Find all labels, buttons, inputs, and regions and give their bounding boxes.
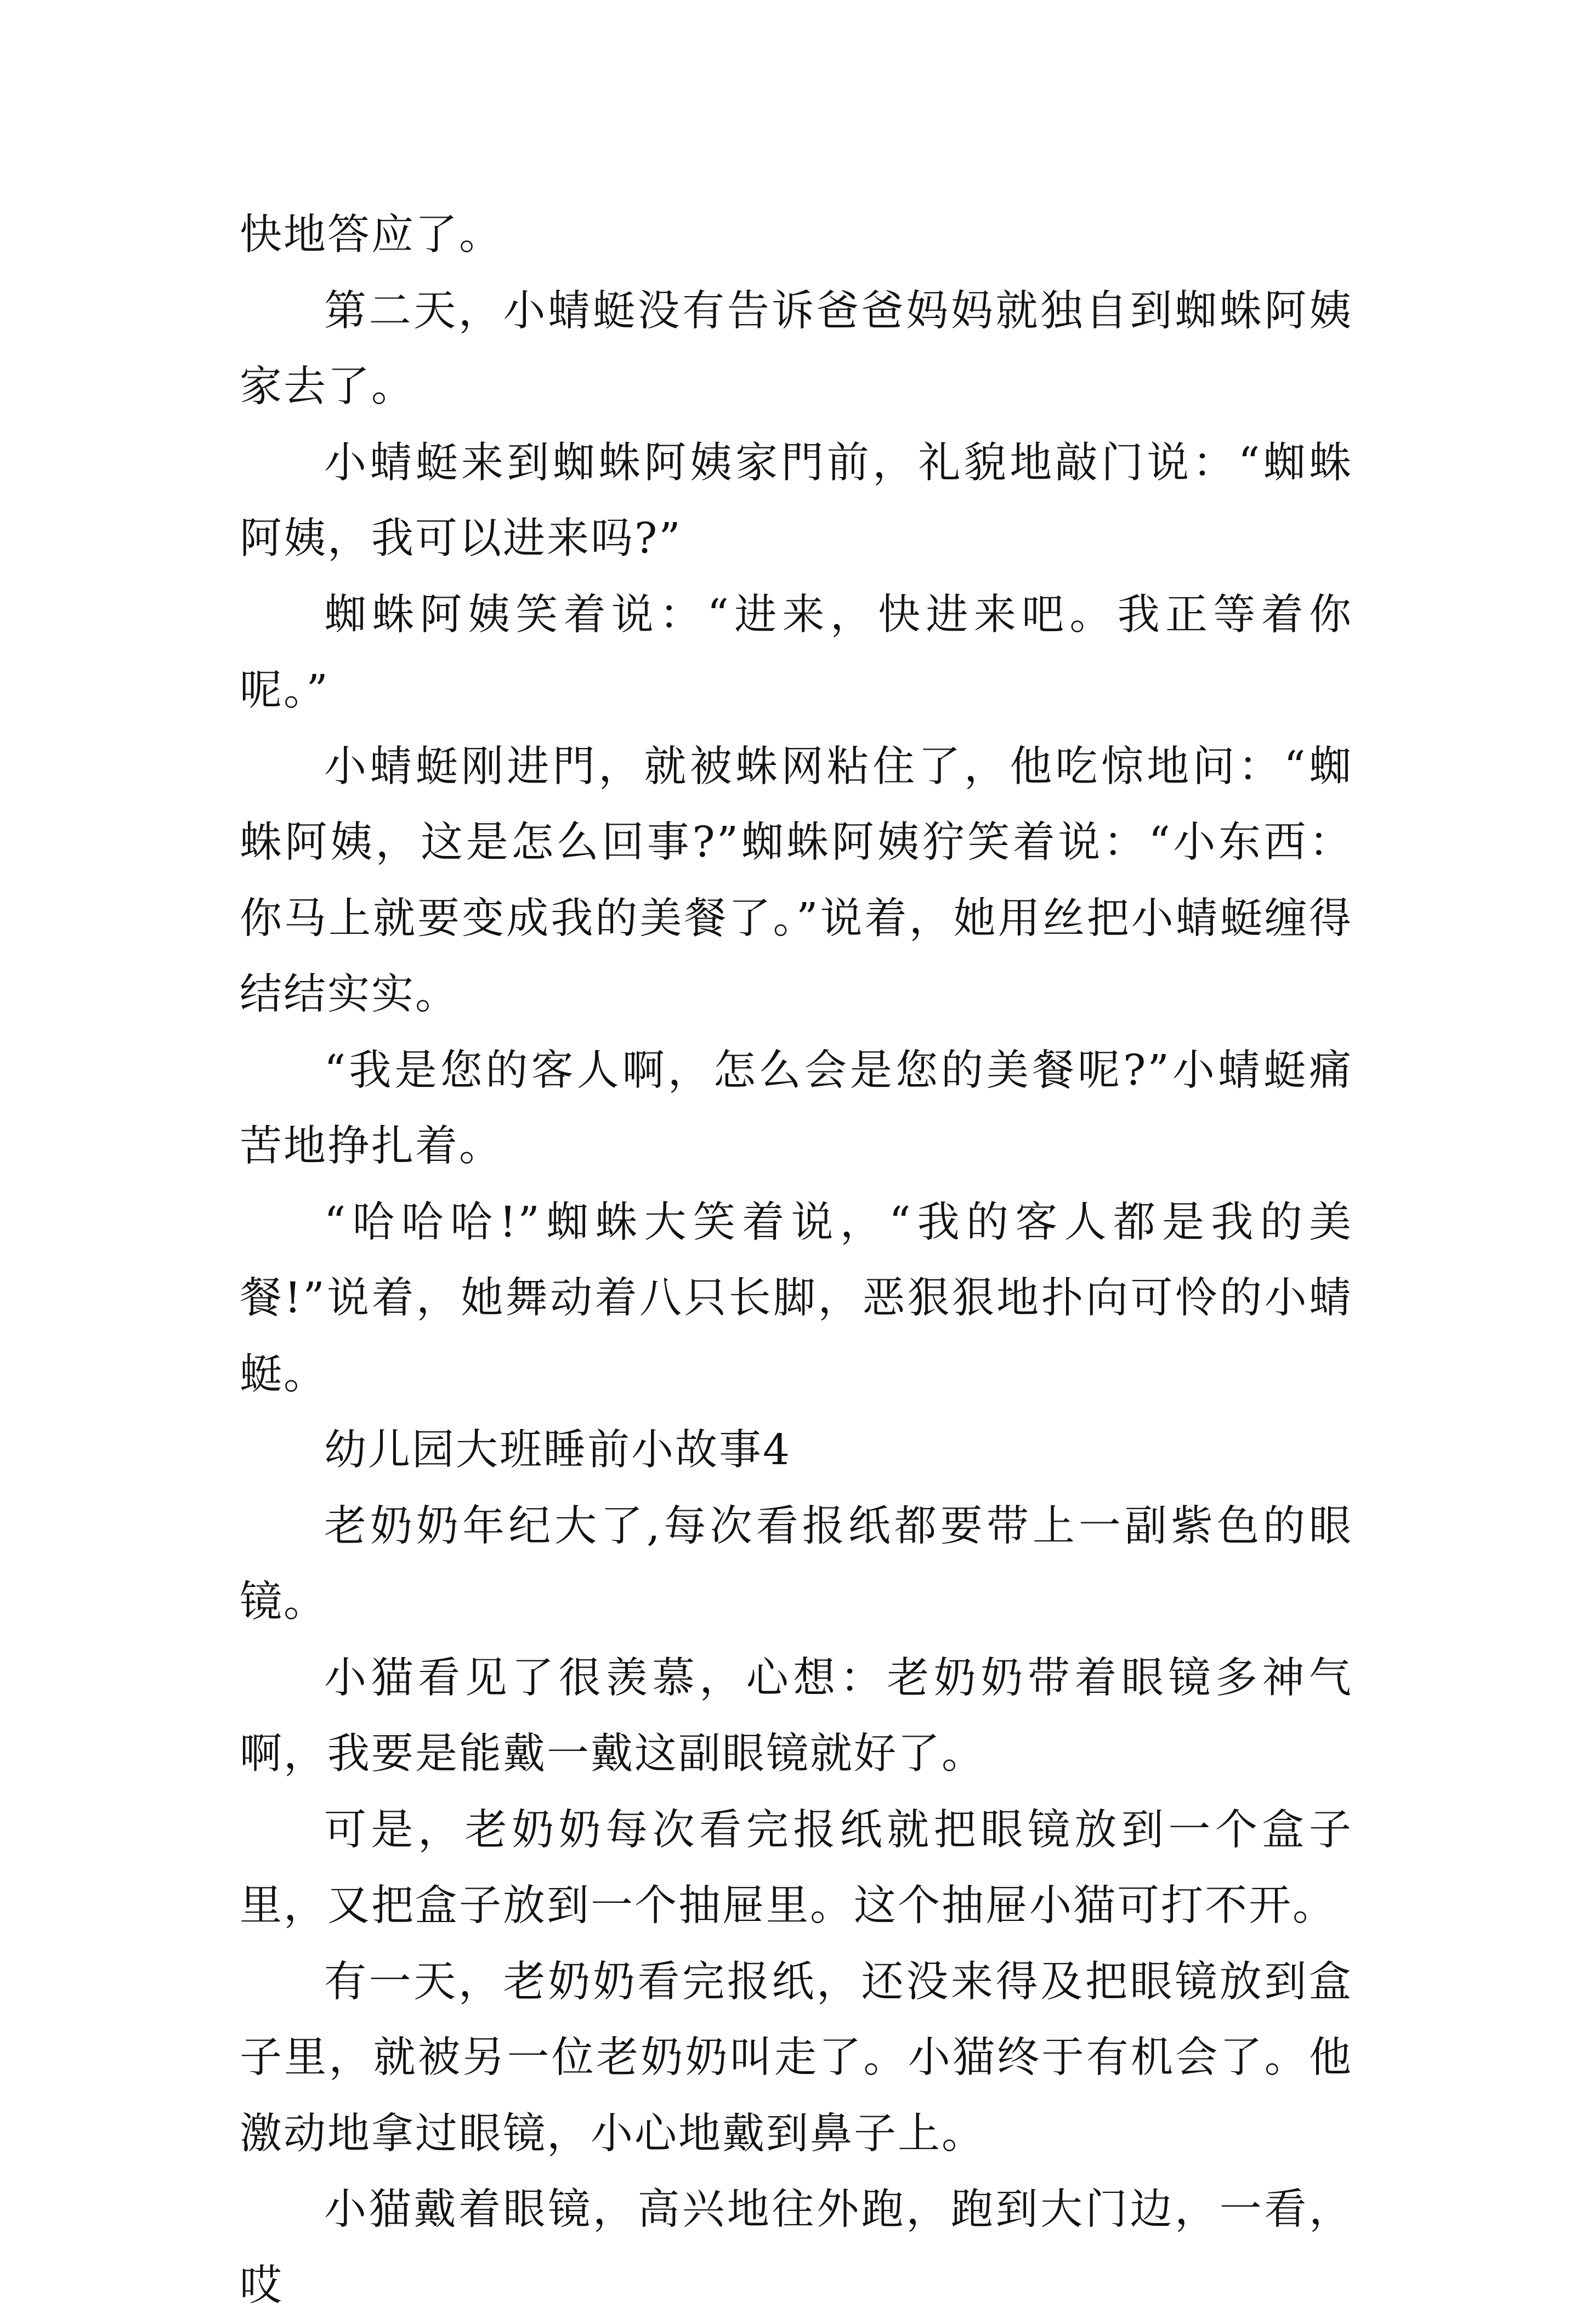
document-body <box>240 197 1353 2324</box>
paragraph-2: 第二天，小蜻蜓没有告诉爸爸妈妈就独自到蜘蛛阿姨家去了。 <box>240 286 1353 411</box>
paragraph-5: 小蜻蜓刚进門，就被蛛网粘住了，他吃惊地问：“蜘蛛阿姨，这是怎么回事?”蜘蛛阿姨狞笑着说：“小东西：你马上就要变成我的美餐了。”说着，她用丝把小蜻蜓缠得结结实实。 <box>240 742 1353 1019</box>
paragraph-10: 小猫看见了很羡慕，心想：老奶奶带着眼镜多神气啊，我要是能戴一戴这副眼镜就好了。 <box>240 1653 1353 1778</box>
paragraph-4: 蜘蛛阿姨笑着说：“进来，快进来吧。我正等着你呢。” <box>240 590 1353 715</box>
paragraph-11: 可是，老奶奶每次看完报纸就把眼镜放到一个盒子里，又把盒子放到一个抽屉里。这个抽屉小猫可打不开。 <box>240 1805 1353 1930</box>
section-heading: 幼儿园大班睡前小故事4 <box>324 1426 791 1475</box>
paragraph-9: 老奶奶年纪大了,每次看报纸都要带上一副紫色的眼镜。 <box>240 1501 1353 1626</box>
paragraph-3: 小蜻蜓来到蜘蛛阿姨家門前，礼貌地敲门说：“蜘蛛阿姨，我可以进来吗?” <box>240 438 1353 563</box>
paragraph-1: 快地答应了。 <box>240 211 503 259</box>
paragraph-6: “我是您的客人啊，怎么会是您的美餐呢?”小蜻蜓痛苦地挣扎着。 <box>240 1046 1353 1171</box>
paragraph-13: 小猫戴着眼镜，高兴地往外跑，跑到大门边，一看，哎 <box>240 2185 1353 2310</box>
paragraph-12: 有一天，老奶奶看完报纸，还没来得及把眼镜放到盒子里，就被另一位老奶奶叫走了。小猫终于有机会了。他激动地拿过眼镜，小心地戴到鼻子上。 <box>240 1957 1353 2158</box>
paragraph-7: “哈哈哈!”蜘蛛大笑着说，“我的客人都是我的美餐!”说着，她舞动着八只长脚，恶狠狠地扑向可怜的小蜻蜓。 <box>240 1198 1353 1399</box>
